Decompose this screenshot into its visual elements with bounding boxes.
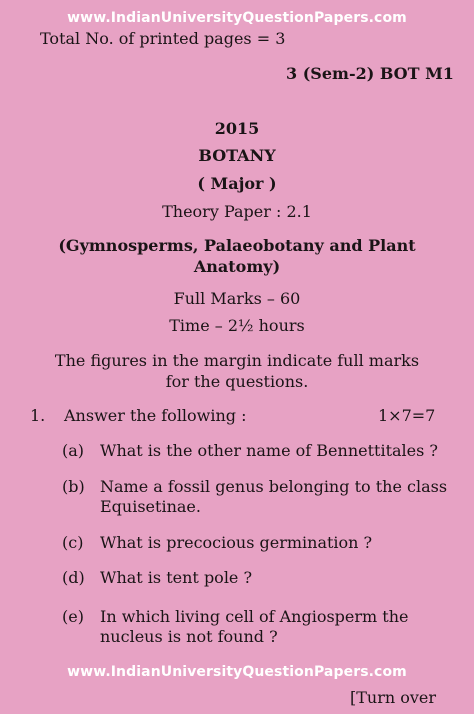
exam-time: Time – 2½ hours <box>169 316 305 335</box>
turn-over: [Turn over <box>350 688 437 707</box>
part-text-line-1: In which living cell of Angiosperm the <box>100 607 409 626</box>
part-label: (c) <box>62 533 84 552</box>
part-text-line-2: nucleus is not found ? <box>100 627 278 646</box>
watermark-bottom: www.IndianUniversityQuestionPapers.com <box>67 664 407 680</box>
part-text-line-1: Name a fossil genus belonging to the class <box>100 477 448 496</box>
printed-pages: Total No. of printed pages = 3 <box>40 29 286 48</box>
part-text: What is the other name of Bennettitales ? <box>100 441 438 460</box>
instruction-line-2: for the questions. <box>165 372 309 391</box>
theory-paper: Theory Paper : 2.1 <box>162 202 312 221</box>
part-text-line-2: Equisetinae. <box>100 497 201 516</box>
topic-line-2: Anatomy) <box>193 257 281 276</box>
exam-year: 2015 <box>214 119 260 138</box>
watermark-top: www.IndianUniversityQuestionPapers.com <box>67 10 407 26</box>
full-marks: Full Marks – 60 <box>173 289 301 308</box>
part-label: (a) <box>62 441 85 460</box>
part-label: (e) <box>62 607 84 626</box>
exam-level: ( Major ) <box>197 174 277 193</box>
question-number: 1. <box>30 406 46 425</box>
part-label: (b) <box>62 477 85 496</box>
question-prompt: Answer the following : <box>64 406 247 425</box>
topic-line-1: (Gymnosperms, Palaeobotany and Plant <box>58 236 416 255</box>
paper-code: 3 (Sem-2) BOT M1 <box>286 64 454 83</box>
question-marks: 1×7=7 <box>378 406 436 425</box>
part-text: What is precocious germination ? <box>100 533 373 552</box>
part-text: What is tent pole ? <box>100 568 253 587</box>
part-label: (d) <box>62 568 85 587</box>
exam-subject: BOTANY <box>198 146 276 165</box>
instruction-line-1: The figures in the margin indicate full marks <box>54 351 420 370</box>
